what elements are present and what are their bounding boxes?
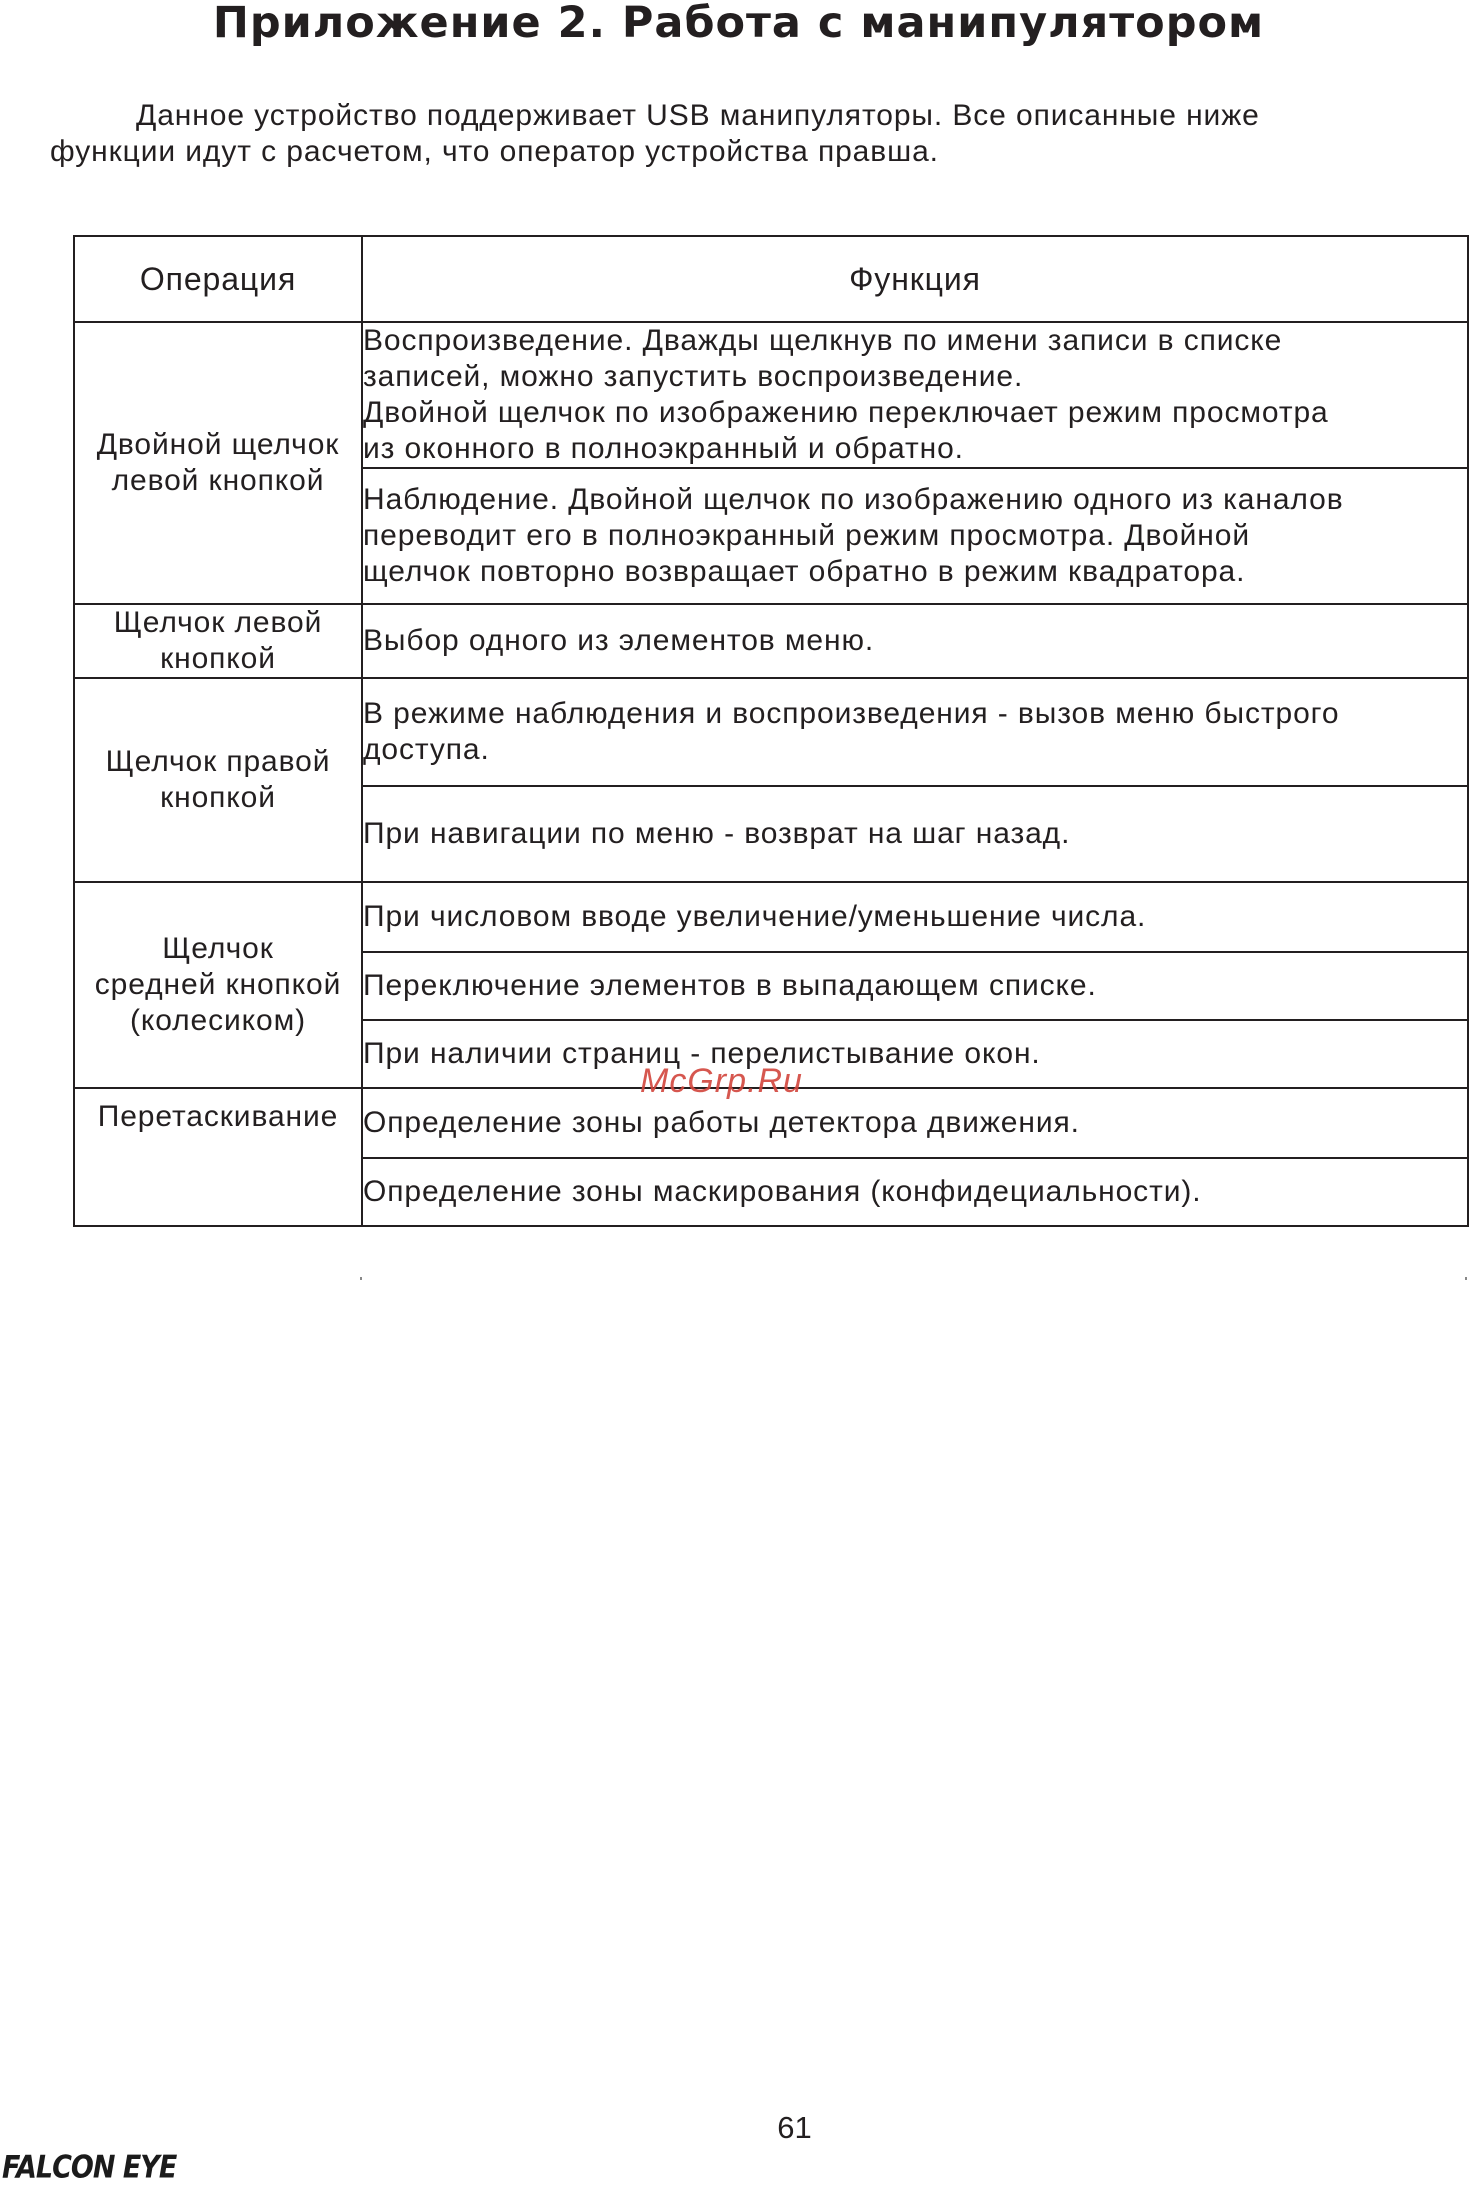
crop-mark (360, 1277, 362, 1280)
function-cell: Воспроизведение. Дважды щелкнув по имени записи в списке записей, можно запустить воспроизведение. Двойной щелчок по изображению переключает режим просмотра из оконного в полноэкранный и обратно. (362, 322, 1468, 468)
function-cell: В режиме наблюдения и воспроизведения - вызов меню быстрого доступа. (362, 678, 1468, 786)
table-header-row (74, 236, 1468, 322)
function-cell: Выбор одного из элементов меню. (362, 604, 1468, 678)
function-cell: При наличии страниц - перелистывание окон. (362, 1020, 1468, 1088)
function-cell: Переключение элементов в выпадающем списке. (362, 952, 1468, 1020)
watermark: McGrp.Ru (640, 1062, 803, 1100)
function-cell: Определение зоны работы детектора движения. (362, 1088, 1468, 1158)
brand-logo: FALCON EYE (2, 2150, 177, 2186)
header-operation: Операция (74, 236, 362, 322)
function-cell: Наблюдение. Двойной щелчок по изображению одного из каналов переводит его в полноэкранный режим просмотра. Двойной щелчок повторно возвращает обратно в режим квадратора. (362, 468, 1468, 604)
function-cell: Определение зоны маскирования (конфидециальности). (362, 1158, 1468, 1226)
crop-mark (1465, 1277, 1467, 1280)
header-function: Функция (362, 236, 1468, 322)
operation-cell: Двойной щелчок левой кнопкой (74, 322, 362, 604)
function-cell: При числовом вводе увеличение/уменьшение числа. (362, 882, 1468, 952)
table-row (74, 322, 1468, 468)
operation-cell: Перетаскивание (74, 1088, 362, 1226)
page-title: Приложение 2. Работа с манипулятором (212, 0, 1265, 48)
operation-cell: Щелчок правой кнопкой (74, 678, 362, 882)
table-row (74, 882, 1468, 952)
page-number: 61 (777, 2110, 812, 2145)
table-row (74, 678, 1468, 786)
operation-cell: Щелчок средней кнопкой (колесиком) (74, 882, 362, 1088)
intro-line-2: функции идут с расчетом, что оператор устройства правша. (50, 135, 939, 168)
function-cell: При навигации по меню - возврат на шаг назад. (362, 786, 1468, 882)
intro-line-1: Данное устройство поддерживает USB манипуляторы. Все описанные ниже (136, 99, 1260, 132)
intro-paragraph (50, 98, 1380, 170)
table-row (74, 604, 1468, 678)
operation-cell: Щелчок левой кнопкой (74, 604, 362, 678)
